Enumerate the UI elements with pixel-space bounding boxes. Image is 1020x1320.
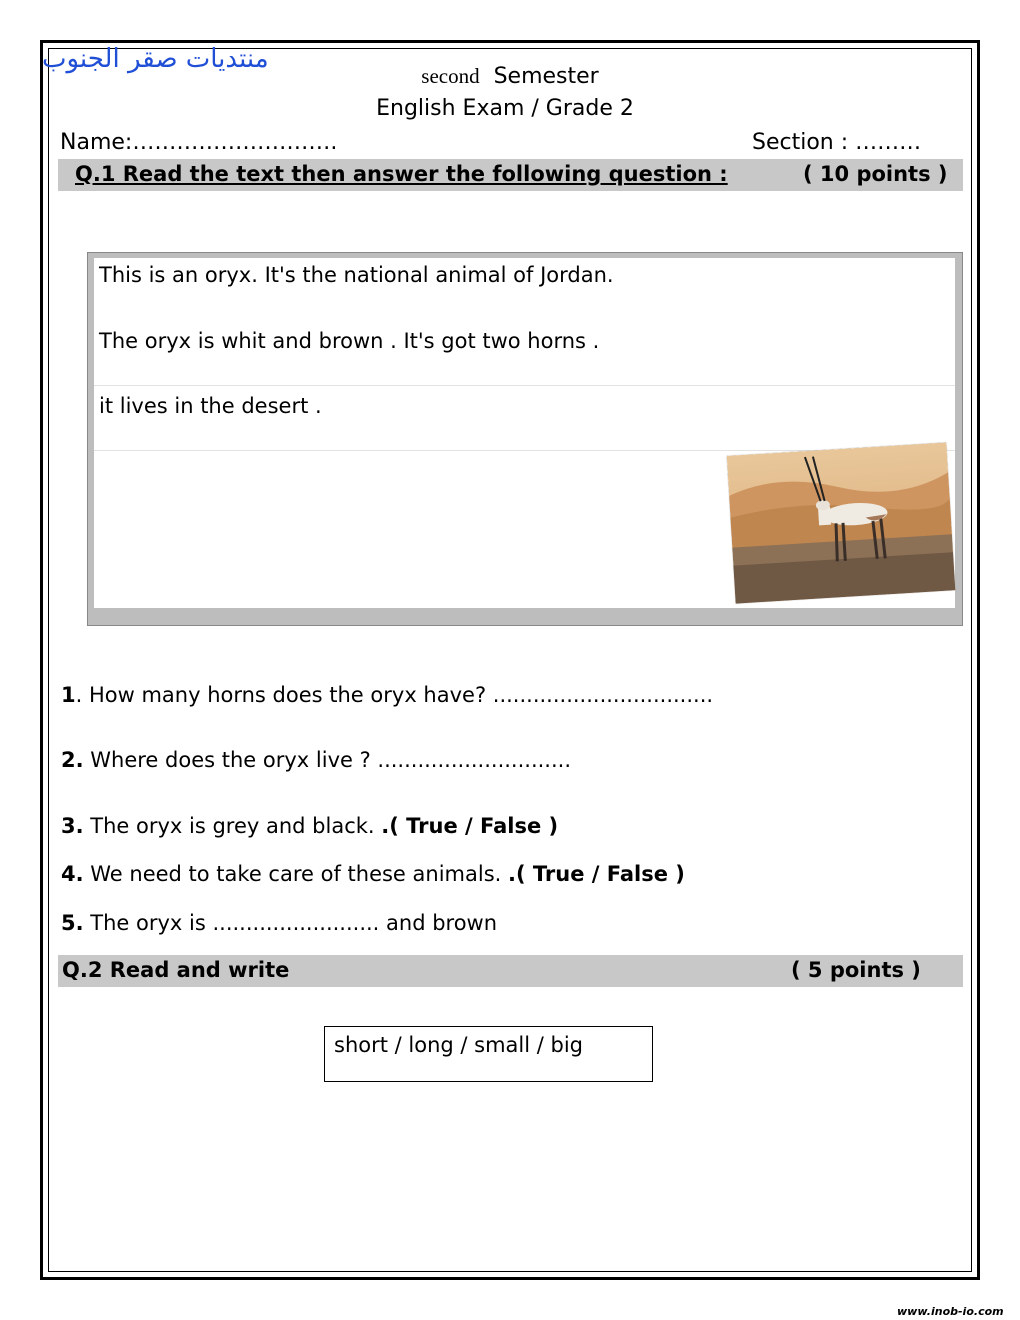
word-bank-box xyxy=(324,1026,653,1082)
oryx-photo xyxy=(727,442,956,603)
question-2 xyxy=(61,748,571,772)
q2-points: ( 5 points ) xyxy=(791,958,921,982)
question-4-options: .( True / False ) xyxy=(507,862,685,886)
passage-line-3: it lives in the desert . xyxy=(99,394,322,418)
q2-header-bar xyxy=(58,955,963,987)
forum-watermark: منتديات صقر الجنوب xyxy=(42,44,269,74)
word-bank-text: short / long / small / big xyxy=(334,1033,583,1057)
question-3-options: .( True / False ) xyxy=(381,814,559,838)
semester-line xyxy=(0,64,1020,89)
footer-url: www.inob-io.com xyxy=(897,1305,1004,1318)
question-4 xyxy=(61,862,685,886)
passage-divider-1 xyxy=(94,385,955,386)
question-1-text: . How many horns does the oryx have? ................................. xyxy=(75,683,714,707)
page-border xyxy=(40,40,980,1280)
question-5-number: 5. xyxy=(61,911,84,935)
passage-line-2: The oryx is whit and brown . It's got two horns . xyxy=(99,329,600,353)
question-3-number: 3. xyxy=(61,814,84,838)
question-5 xyxy=(61,911,497,935)
question-3 xyxy=(61,814,558,838)
q1-heading: Q.1 Read the text then answer the following question : xyxy=(75,162,728,186)
semester-word-semester: Semester xyxy=(493,64,599,89)
name-field: Name:………………………. xyxy=(60,130,338,155)
exam-title: English Exam / Grade 2 xyxy=(376,96,634,121)
inner-border xyxy=(48,48,972,1272)
q1-points: ( 10 points ) xyxy=(803,162,948,186)
question-2-number: 2. xyxy=(61,748,84,772)
question-2-text: Where does the oryx live ? ............................. xyxy=(83,748,571,772)
question-5-text: The oryx is ......................... and brown xyxy=(83,911,498,935)
oryx-photo-drawing xyxy=(727,442,956,603)
section-field: Section : ……… xyxy=(752,130,922,155)
question-4-text: We need to take care of these animals. xyxy=(83,862,508,886)
question-3-text: The oryx is grey and black. xyxy=(83,814,382,838)
question-4-number: 4. xyxy=(61,862,84,886)
q2-heading: Q.2 Read and write xyxy=(62,958,290,982)
q1-header-bar xyxy=(58,159,963,191)
question-1 xyxy=(61,683,713,707)
semester-word-second: second xyxy=(421,64,480,88)
question-1-number: 1 xyxy=(61,683,76,707)
passage-line-1: This is an oryx. It's the national animal of Jordan. xyxy=(99,263,614,287)
